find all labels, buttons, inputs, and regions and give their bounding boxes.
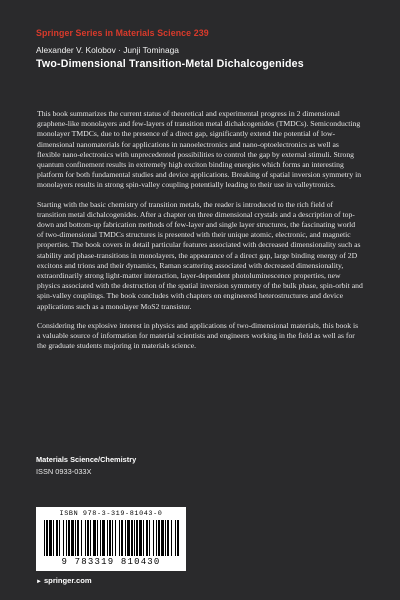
barcode-bar xyxy=(87,520,89,556)
barcode-bar xyxy=(107,520,108,556)
barcode-bar xyxy=(59,520,60,556)
barcode-bar xyxy=(56,520,58,556)
barcode-bar xyxy=(156,520,157,556)
barcode-bar xyxy=(109,520,111,556)
barcode-bar xyxy=(115,520,116,556)
issn: ISSN 0933-033X xyxy=(36,467,92,476)
barcode-bar xyxy=(90,520,91,556)
barcode-bar xyxy=(139,520,142,556)
barcode xyxy=(36,507,186,571)
barcode-bar xyxy=(68,520,70,556)
barcode-bar xyxy=(53,520,54,556)
barcode-bar xyxy=(93,520,96,556)
subject-category: Materials Science/Chemistry xyxy=(36,455,137,464)
barcode-bar xyxy=(66,520,67,556)
barcode-bar xyxy=(134,520,135,556)
barcode-bar xyxy=(112,520,113,556)
description-paragraph-2: Starting with the basic chemistry of transition metals, the reader is introduced to the rich field of transition metal dichalcogenides. After a chapter on three dimensional crystals and a description of top-down and bottom-up fabrication methods of few-layer and single layer structures, the fascinating world of two-dimensional TMDCs structures is presented with their unique atomic, electronic, and magnetic properties. The book covers in detail particular features associated with decreased dimensionality such as stability and phase-transitions in monolayers, the appearance of a direct gap, large binding energy of 2D excitons and trions and their dynamics, Raman scattering associated with decreased dimensionality, extraordinarily strong light-matter interaction, layer-dependent photoluminescence properties, new physics associated with the destruction of the spatial inversion symmetry of the bulk phase, spin-orbit and spin-valley couplings. The book concludes with chapters on engineered heterostructures and device applications such as a monolayer MoS2 transistor. xyxy=(37,199,363,311)
book-description xyxy=(37,109,363,360)
description-paragraph-1: This book summarizes the current status of theoretical and experimental progress in 2 dimensional graphene-like monolayers and few-layers of transition metal dichalcogenides (TMDCs). Semiconducting monolayer TMDCs, due to the presence of a direct gap, significantly extend the potential of low-dimensional nanomaterials for applications in nanoelectronics and nano-optoelectronics as well as flexible nano-electronics with unprecedented possibilities to control the gap by external stimuli. Strong quantum confinement results in extremely high exciton binding energies which forms an interesting platform for both fundamental studies and device applications. Breaking of spatial inversion symmetry in monolayers results in strong spin-valley coupling potentially leading to their use in valleytronics. xyxy=(37,109,362,190)
isbn-label: ISBN 978-3-319-81043-0 xyxy=(59,510,163,518)
website-link[interactable] xyxy=(36,576,92,585)
barcode-bar xyxy=(102,520,105,556)
barcode-bar xyxy=(127,520,130,556)
barcode-bar xyxy=(77,520,79,556)
barcode-bar xyxy=(143,520,144,556)
barcode-bar xyxy=(171,520,172,556)
barcode-bar xyxy=(161,520,164,556)
barcode-bar xyxy=(165,520,166,556)
barcode-bar xyxy=(158,520,160,556)
barcode-bar xyxy=(81,520,82,556)
barcode-bar xyxy=(46,520,48,556)
barcode-bars xyxy=(42,520,180,556)
book-title: Two-Dimensional Transition-Metal Dichalcogenides xyxy=(36,58,304,70)
arrow-icon: ► xyxy=(36,579,42,585)
authors: Alexander V. Kolobov · Junji Tominaga xyxy=(36,45,179,55)
barcode-bar xyxy=(153,520,154,556)
cover-header xyxy=(0,0,400,100)
description-paragraph-3: Considering the explosive interest in physics and applications of two-dimensional materials, this book is a valuable source of information for material scientists and engineers working in the field as well as for the graduate students majoring in materials science. xyxy=(37,320,359,351)
barcode-bar xyxy=(63,520,64,556)
barcode-bar xyxy=(125,520,126,556)
barcode-bar xyxy=(44,520,45,556)
barcode-bar xyxy=(131,520,133,556)
barcode-bar xyxy=(167,520,169,556)
barcode-bar xyxy=(149,520,150,556)
publication-info xyxy=(36,455,136,476)
barcode-bar xyxy=(175,520,176,556)
barcode-bar xyxy=(121,520,123,556)
barcode-bar xyxy=(146,520,148,556)
barcode-bar xyxy=(97,520,98,556)
barcode-bar xyxy=(177,520,179,556)
website-text: springer.com xyxy=(43,576,92,585)
series-label: Springer Series in Materials Science 239 xyxy=(36,28,209,38)
barcode-bar xyxy=(75,520,76,556)
barcode-bar xyxy=(100,520,101,556)
barcode-number: 9 783319 810430 xyxy=(61,557,161,567)
barcode-bar xyxy=(136,520,138,556)
barcode-bar xyxy=(71,520,74,556)
barcode-bar xyxy=(49,520,52,556)
barcode-bar xyxy=(119,520,120,556)
barcode-bar xyxy=(85,520,86,556)
